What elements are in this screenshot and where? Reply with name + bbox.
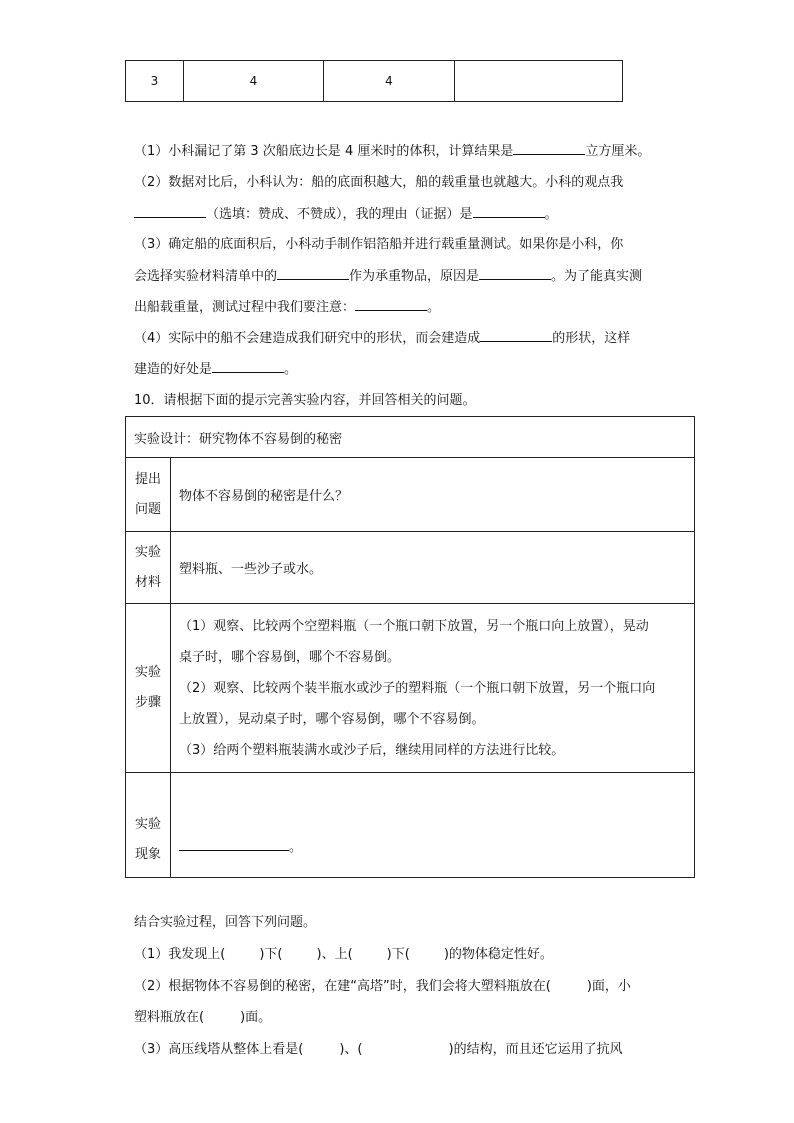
text: 塑料瓶放在( (134, 1010, 205, 1025)
table-row (126, 773, 695, 878)
table-row (126, 61, 623, 102)
label-text: 提出 (134, 471, 161, 487)
question-cell: 物体不容易倒的秘密是什么？ (171, 458, 695, 532)
step-text: 桌子时，哪个容易倒，哪个不容易倒。 (179, 649, 401, 665)
text: )面。 (240, 1010, 272, 1025)
step-text: （1）观察、比较两个空塑料瓶（一个瓶口朝下放置，另一个瓶口向上放置），晃动 (179, 618, 649, 634)
text: )的物体稳定性好。 (443, 947, 553, 962)
data-table (125, 60, 623, 102)
text: （选填：赞成、不赞成），我的理由（证据）是 (206, 207, 473, 222)
text: （2）根据物体不容易倒的秘密，在建“高塔”时，我们会将大塑料瓶放在( (134, 979, 551, 994)
text: 立方厘米。 (585, 144, 651, 159)
q9-part3-line2 (134, 267, 642, 286)
text: )、上( (316, 947, 353, 962)
q9-part3-line3 (134, 298, 440, 317)
text: （4）实际中的船不会建造成我们研究中的形状，而会建造成 (134, 331, 481, 346)
label-question (126, 458, 171, 532)
table-cell (455, 61, 623, 102)
text: 出船载重量，测试过程中我们要注意： (134, 300, 356, 315)
q10-answer3 (134, 1041, 623, 1059)
text: （1）小科漏记了第 3 次船底边长是 4 厘米时的体积，计算结果是 (134, 144, 514, 159)
experiment-table (125, 416, 695, 878)
label-text: 实验 (134, 817, 161, 832)
answer-blank[interactable] (277, 267, 349, 280)
text: 会选择实验材料清单中的 (134, 269, 278, 284)
q9-part4-line1 (134, 329, 630, 348)
label-text: 实验 (134, 544, 161, 560)
steps-cell (171, 604, 695, 773)
q9-part2-line1: （2）数据对比后，小科认为：船的底面积越大，船的载重量也就越大。小科的观点我 (134, 175, 624, 190)
q9-part3-line1: （3）确定船的底面积后，小科动手制作铝箔船并进行载重量测试。如果你是小科，你 (134, 237, 624, 252)
text: （3）高压线塔从整体上看是( (134, 1042, 304, 1057)
text: （1）我发现上( (134, 947, 226, 962)
q10-title: 10．请根据下面的提示完善实验内容，并回答相关的问题。 (134, 393, 476, 408)
table-cell: 4 (324, 61, 455, 102)
table-cell: 3 (126, 61, 184, 102)
step-text: 上放置），晃动桌子时，哪个容易倒，哪个不容易倒。 (179, 711, 485, 727)
q10-answer2-line2 (134, 1009, 271, 1027)
text: 。为了能真实测 (551, 269, 643, 284)
answer-blank[interactable] (355, 298, 427, 311)
text: 建造的好处是 (134, 362, 213, 377)
text: )、( (339, 1042, 363, 1057)
q10-answer1 (134, 946, 553, 964)
answer-blank[interactable] (179, 838, 289, 851)
step-text: （2）观察、比较两个装半瓶水或沙子的塑料瓶（一个瓶口朝下放置，另一个瓶口向 (179, 680, 656, 696)
text: 作为承重物品，原因是 (349, 269, 480, 284)
q9-part2-line2 (134, 205, 558, 224)
table-row (126, 532, 695, 604)
phenomenon-cell (171, 773, 695, 878)
q10-answer2-line1 (134, 978, 631, 996)
text: 的形状，这样 (552, 331, 631, 346)
table-cell: 4 (184, 61, 324, 102)
text: 。 (289, 839, 303, 855)
label-phenomenon (126, 773, 171, 878)
step-text: （3）给两个塑料瓶装满水或沙子后，继续用同样的方法进行比较。 (179, 742, 565, 758)
q9-part1 (134, 142, 650, 161)
label-text: 材料 (134, 574, 161, 590)
answer-blank[interactable] (479, 267, 551, 280)
table-row (126, 604, 695, 773)
label-steps (126, 604, 171, 773)
text: )下( (386, 947, 410, 962)
label-text: 问题 (134, 501, 161, 517)
answer-blank[interactable] (212, 360, 284, 373)
materials-cell: 塑料瓶、一些沙子或水。 (171, 532, 695, 604)
answer-blank[interactable] (134, 205, 206, 218)
label-text: 现象 (134, 847, 161, 862)
text: )下( (259, 947, 283, 962)
answer-blank[interactable] (480, 329, 552, 342)
table-row (126, 417, 695, 458)
q9-part4-line2 (134, 360, 297, 379)
text: )的结构，而且还它运用了抗风 (448, 1042, 623, 1057)
label-materials (126, 532, 171, 604)
label-text: 步骤 (134, 695, 161, 710)
text: )面，小 (586, 979, 631, 994)
q10-instruction: 结合实验过程，回答下列问题。 (134, 915, 317, 930)
text: 。 (427, 300, 441, 315)
table-row (126, 458, 695, 532)
answer-blank[interactable] (473, 205, 545, 218)
answer-blank[interactable] (513, 142, 585, 155)
text: 。 (284, 362, 298, 377)
label-text: 实验 (134, 665, 161, 680)
text: 。 (544, 207, 558, 222)
experiment-design: 实验设计：研究物体不容易倒的秘密 (126, 417, 695, 458)
